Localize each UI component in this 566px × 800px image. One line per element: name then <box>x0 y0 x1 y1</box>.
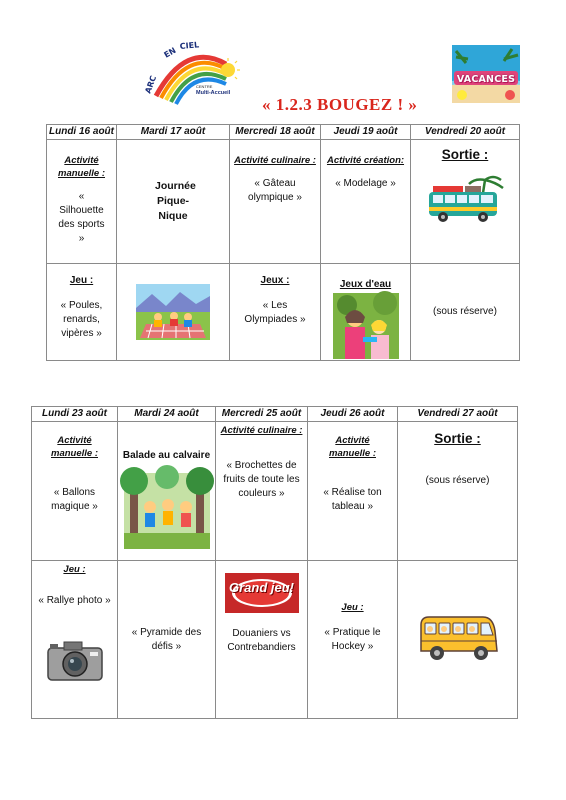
day-header: Mardi 24 août <box>118 407 216 422</box>
svg-text:ARC: ARC <box>143 74 159 95</box>
activity-cell <box>32 561 118 719</box>
activity-cell <box>321 140 411 264</box>
day-header: Lundi 23 août <box>32 407 118 422</box>
logo-centre-label: CENTRE <box>196 84 213 89</box>
activity-text: « Modelage » <box>335 178 396 189</box>
camera-icon <box>44 636 106 686</box>
vacances-label: VACANCES <box>456 74 516 85</box>
activity-label: Activité manuelle : <box>51 435 98 459</box>
week-1-table <box>46 124 520 361</box>
activity-cell <box>118 422 216 561</box>
activity-cell <box>411 140 520 264</box>
school-bus-icon <box>417 611 499 669</box>
activity-label: Jeu : <box>69 275 94 286</box>
activity-cell <box>117 264 230 361</box>
activity-label: Balade au calvaire <box>122 450 211 461</box>
day-header: Mardi 17 août <box>117 125 230 140</box>
activity-text: « Silhouette des sports » <box>58 191 105 244</box>
activity-cell <box>308 422 398 561</box>
vacances-image <box>452 45 520 103</box>
day-header: Vendredi 20 août <box>411 125 520 140</box>
arc-en-ciel-logo <box>143 36 242 106</box>
activity-label: Jeu : <box>341 602 364 613</box>
day-header: Mercredi 18 août <box>230 125 321 140</box>
activity-text: « Brochettes de fruits de toute les couleurs » <box>223 460 300 499</box>
activity-label: Jeux : <box>260 275 290 286</box>
grand-jeu-badge: Grand jeu! <box>228 580 294 595</box>
activity-cell <box>118 561 216 719</box>
day-header: Jeudi 26 août <box>308 407 398 422</box>
activity-text: « Les Olympiades » <box>244 300 306 325</box>
day-header: Mercredi 25 août <box>216 407 308 422</box>
activity-cell <box>398 422 518 561</box>
svg-text:EN: EN <box>162 45 178 60</box>
activity-label: Jeux d'eau <box>339 279 392 290</box>
activity-cell <box>230 264 321 361</box>
activity-label: Activité manuelle : <box>58 155 105 179</box>
day-header: Lundi 16 août <box>47 125 117 140</box>
activity-text: « Pratique le Hockey » <box>324 627 381 652</box>
activity-cell <box>117 140 230 264</box>
day-header: Jeudi 19 août <box>321 125 411 140</box>
reserve-note: (sous réserve) <box>425 475 490 486</box>
activity-cell <box>216 422 308 561</box>
activity-text: « Pyramide des défis » <box>131 626 202 652</box>
activity-text: « Rallye photo » <box>38 595 111 606</box>
activity-cell <box>230 140 321 264</box>
activity-cell <box>321 264 411 361</box>
activity-cell <box>47 264 117 361</box>
bus-trip-icon <box>425 176 505 232</box>
activity-cell <box>47 140 117 264</box>
activity-cell <box>411 264 520 361</box>
picnic-image-icon <box>136 284 210 340</box>
activity-text: Journée Pique-Nique <box>155 180 196 222</box>
activity-label: Activité culinaire : <box>234 155 316 166</box>
logo-centre-name: Multi-Accueil <box>196 90 231 96</box>
page-title: « 1.2.3 BOUGEZ ! » <box>262 95 418 114</box>
activity-label: Activité création: <box>326 155 405 166</box>
sortie-label: Sortie : <box>441 147 489 162</box>
activity-label: Activité manuelle : <box>329 435 376 459</box>
reserve-note: (sous réserve) <box>433 306 497 317</box>
activity-text: « Ballons magique » <box>51 487 98 512</box>
activity-text: « Réalise ton tableau » <box>323 487 382 512</box>
activity-text: « Poules, renards, vipères » <box>60 300 103 339</box>
activity-cell <box>398 561 518 719</box>
activity-text: Douaniers vs Contrebandiers <box>227 628 296 653</box>
activity-label: Activité culinaire : <box>220 425 303 436</box>
activity-cell <box>308 561 398 719</box>
sortie-label: Sortie : <box>434 431 481 446</box>
week-2-table <box>31 406 518 719</box>
walk-image-icon <box>124 473 210 549</box>
activity-cell <box>216 561 308 719</box>
activity-text: « Gâteau olympique » <box>248 178 302 203</box>
activity-label: Jeu : <box>63 564 86 575</box>
activity-cell <box>32 422 118 561</box>
day-header: Vendredi 27 août <box>398 407 518 422</box>
water-play-image-icon <box>333 293 399 359</box>
svg-text:CIEL: CIEL <box>179 40 200 51</box>
